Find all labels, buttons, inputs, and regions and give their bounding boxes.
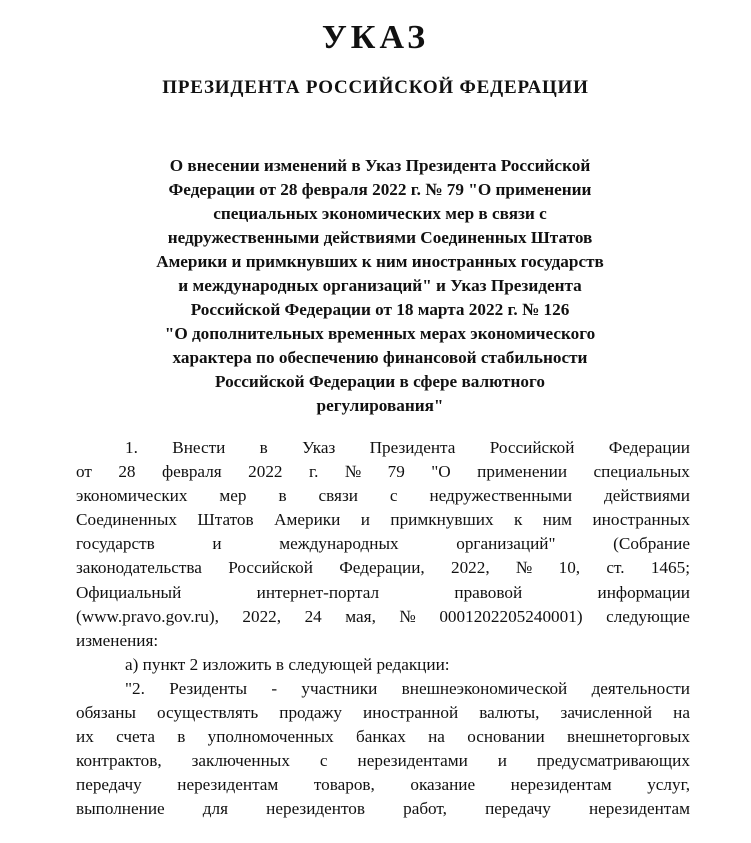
body-word: Федерации, [339,558,425,578]
document-type-heading: УКАЗ [321,19,430,56]
body-line [76,581,690,605]
body-line [76,605,690,629]
body-word: и [360,510,370,530]
body-word: валюты, [479,703,540,723]
body-word: Российской [489,438,575,457]
body-word: недружественными [429,486,573,506]
body-word: 79 [387,462,405,482]
body-word: с [389,486,398,506]
body-word: мер [219,486,247,506]
body-word: специальных [593,462,690,482]
body-word: контрактов, [76,751,162,771]
title-line: характера по обеспечению финансовой стабильности [172,348,588,367]
body-word: нерезидентами [357,751,468,771]
body-word: № [344,462,362,482]
body-word: на [428,727,445,747]
body-line [76,749,690,773]
body-word: и [212,534,222,554]
title-line: недружественными действиями Соединенных Штатов [167,228,593,247]
body-line [76,484,690,508]
body-line: а) пункт 2 изложить в следующей редакции: [125,654,450,674]
body-word: счета [116,727,155,747]
body-word: ним [542,510,573,530]
body-word: экономических [76,486,188,506]
title-line: и международных организаций" и Указ Президента [178,276,582,295]
body-word: интернет-портал [256,582,380,602]
body-word: 28 [118,462,136,482]
body-word: банках [355,727,406,747]
issuer-heading: ПРЕЗИДЕНТА РОССИЙСКОЙ ФЕДЕРАЦИИ [162,77,589,98]
body-word: продажу [279,703,342,723]
body-word: информации [597,582,690,602]
body-word: Штатов [197,510,254,530]
body-word: (www.pravo.gov.ru), [76,606,219,626]
body-word: Российской [228,558,313,578]
body-line [76,508,690,532]
title-line: Федерации от 28 февраля 2022 г. № 79 "О применении [168,180,592,199]
body-word: участники [301,678,378,698]
body-word: 1. [125,438,138,457]
body-word: осуществлять [157,703,259,723]
body-word: их [76,727,94,747]
body-word: предусматривающих [536,751,690,771]
body-word: № [399,606,416,626]
title-line: "О дополнительных временных мерах экономического [164,324,596,343]
body-word: нерезидентов [266,799,365,819]
title-line: О внесении изменений в Указ Президента Российской [169,156,591,175]
body-word: 10, [558,558,581,578]
body-word: г. [308,462,319,482]
body-word: организаций" [456,534,556,554]
body-word: передачу [76,775,142,795]
body-word: передачу [485,799,551,819]
body-word: внешнеторговых [567,727,690,747]
body-line [76,436,690,460]
body-word: нерезидентам [177,775,279,795]
body-word: примкнувших [390,510,494,530]
body-word: Указ [302,438,336,457]
body-word: внешнеэкономической [401,678,568,698]
body-word: 2022 [248,462,283,482]
body-word: 2022, [450,558,490,578]
body-line [76,556,690,580]
body-word: Президента [369,438,456,457]
body-word: иностранных [592,510,690,530]
body-word: Внести [172,438,226,457]
body-word: Федерации [608,438,690,457]
body-word: для [202,799,229,819]
body-word: товаров, [313,775,375,795]
body-word: в [278,486,287,506]
body-word: (Собрание [613,534,690,554]
body-word: - [271,678,278,698]
body-word: "2. [125,678,145,698]
body-word: Резиденты [169,678,248,698]
body-word: законодательства [76,558,202,578]
body-word: деятельности [591,678,690,698]
body-word: следующие [606,606,690,626]
body-word: на [673,703,690,723]
title-line: Российской Федерации от 18 марта 2022 г. № 126 [190,300,570,319]
body-line [76,532,690,556]
body-word: нерезидентам [510,775,612,795]
body-word: нерезидентам [588,799,690,819]
body-word: основании [467,727,545,747]
body-word: 0001202205240001) [439,606,583,626]
body-word: заключенных [191,751,290,771]
body-word: действиями [603,486,690,506]
body-word: в [259,438,268,457]
body-line [76,797,690,821]
title-line: Америки и примкнувших к ним иностранных государств [156,252,604,271]
body-word: с [319,751,328,771]
body-line [76,677,690,701]
body-line [76,701,690,725]
body-word: обязаны [76,703,136,723]
document-body [76,436,690,822]
body-word: 1465; [650,558,690,578]
body-line [76,773,690,797]
document-title [100,154,660,418]
title-line: специальных экономических мер в связи с [213,204,547,223]
body-word: правовой [454,582,523,602]
body-word: к [513,510,523,530]
body-word: услуг, [647,775,690,795]
body-line [76,725,690,749]
body-word: применении [477,462,568,482]
body-word: работ, [403,799,447,819]
body-word: зачисленной [560,703,653,723]
title-line: регулирования" [316,396,444,415]
body-word: 2022, [242,606,282,626]
body-line [76,460,690,484]
body-word: ст. [606,558,625,578]
body-word: государств [76,534,155,554]
body-word: февраля [161,462,222,482]
body-word: Америки [274,510,341,530]
body-word: "О [431,462,451,482]
body-word: мая, [345,606,376,626]
body-line: изменения: [76,630,159,650]
title-line: Российской Федерации в сфере валютного [215,372,545,391]
body-word: в [177,727,186,747]
body-word: и [497,751,507,771]
body-word: № [515,558,533,578]
body-word: от [76,462,92,482]
body-word: иностранной [363,703,459,723]
body-word: Соединенных [76,510,177,530]
body-word: выполнение [76,799,165,819]
body-word: 24 [304,606,322,626]
body-word: уполномоченных [207,727,334,747]
body-word: международных [279,534,399,554]
body-word: оказание [410,775,476,795]
body-word: Официальный [76,582,182,602]
body-word: связи [318,486,358,506]
